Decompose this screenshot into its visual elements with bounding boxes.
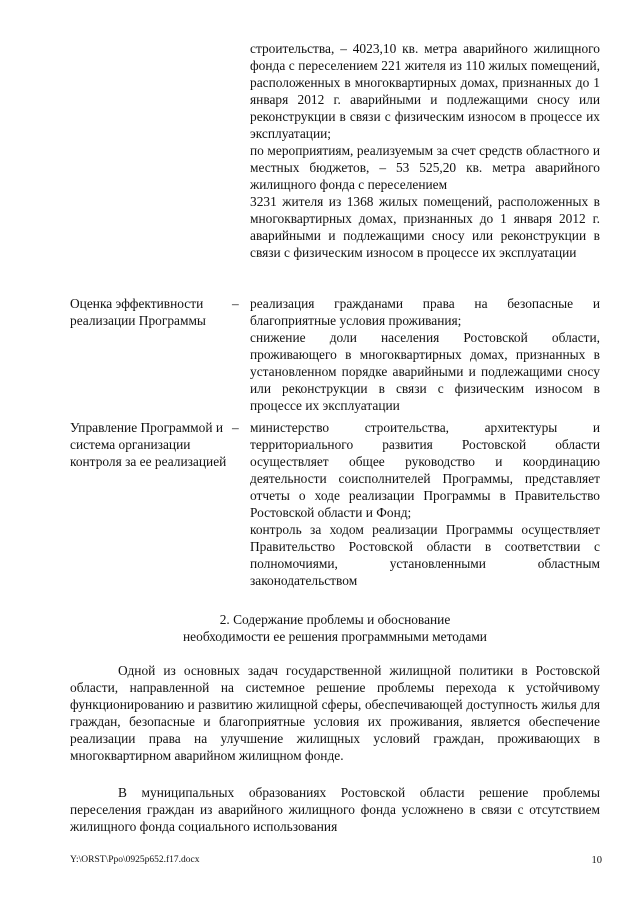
management-content xyxy=(250,419,600,589)
assessment-content xyxy=(250,295,600,414)
footer-file-path: Y:\ORST\Ppo\0925p652.f17.docx xyxy=(70,855,200,865)
body-paragraph-2: В муниципальных образованиях Ростовской области решение проблемы переселения граждан из аварийного жилищного фонда усложнено в связи с отсутствием жилищного фонда социального использования xyxy=(70,785,600,834)
content-paragraph: министерство строительства, архитектуры и территориального развития Ростовской области осуществляет общее руководство и координацию деятельности соисполнителей Программы, представляет отчеты о ходе реализации Программы в Правительство Ростовской области и Фонд; xyxy=(250,420,600,520)
management-label: Управление Программой и система организации контроля за ее реализацией xyxy=(70,420,227,469)
content-paragraph: снижение доли населения Ростовской области, проживающего в многоквартирных домах, признанных в установленном порядке аварийными и подлежащими сносу или реконструкции в связи с физическим износом в процессе их эксплуатации xyxy=(250,330,600,413)
section-heading-line2: необходимости ее решения программными методами xyxy=(183,629,487,644)
content-paragraph: по мероприятиям, реализуемым за счет средств областного и местных бюджетов, – 53 525,20 кв. метра аварийного жилищного фонда с переселением xyxy=(250,143,600,192)
assessment-dash: – xyxy=(232,296,239,311)
content-paragraph: контроль за ходом реализации Программы осуществляет Правительство Ростовской области в соответствии с полномочиями, установленными областным законодательством xyxy=(250,522,600,588)
content-paragraph: строительства, – 4023,10 кв. метра аварийного жилищного фонда с переселением 221 жителя из 110 жилых помещений, расположенных в многоквартирных домах, признанных до 1 января 2012 г. аварийными и подлежащими сносу или реконструкции в связи с физическим износом в процессе их эксплуатации; xyxy=(250,41,600,141)
assessment-label: Оценка эффективности реализации Программы xyxy=(70,296,206,328)
body-paragraph-1: Одной из основных задач государственной жилищной политики в Ростовской области, направленной на системное решение проблемы перехода к устойчивому функционированию и развитию жилищной сферы, обеспечивающей доступность жилья для граждан, безопасные и благоприятные условия их проживания, является обеспечение реализации права на улучшение жилищных условий граждан, проживающих в многоквартирном аварийном жилищном фонде. xyxy=(70,663,600,763)
section-heading-line1: 2. Содержание проблемы и обоснование xyxy=(219,612,451,627)
top-continuation-content xyxy=(250,40,600,261)
page-number: 10 xyxy=(591,855,602,866)
content-paragraph: 3231 жителя из 1368 жилых помещений, расположенных в многоквартирных домах, признанных до 1 января 2012 г. аварийными и подлежащими сносу или реконструкции в связи с физическим износом в процессе их эксплуатации xyxy=(250,194,600,260)
content-paragraph: реализация гражданами права на безопасные и благоприятные условия проживания; xyxy=(250,296,600,328)
management-dash: – xyxy=(232,420,239,435)
